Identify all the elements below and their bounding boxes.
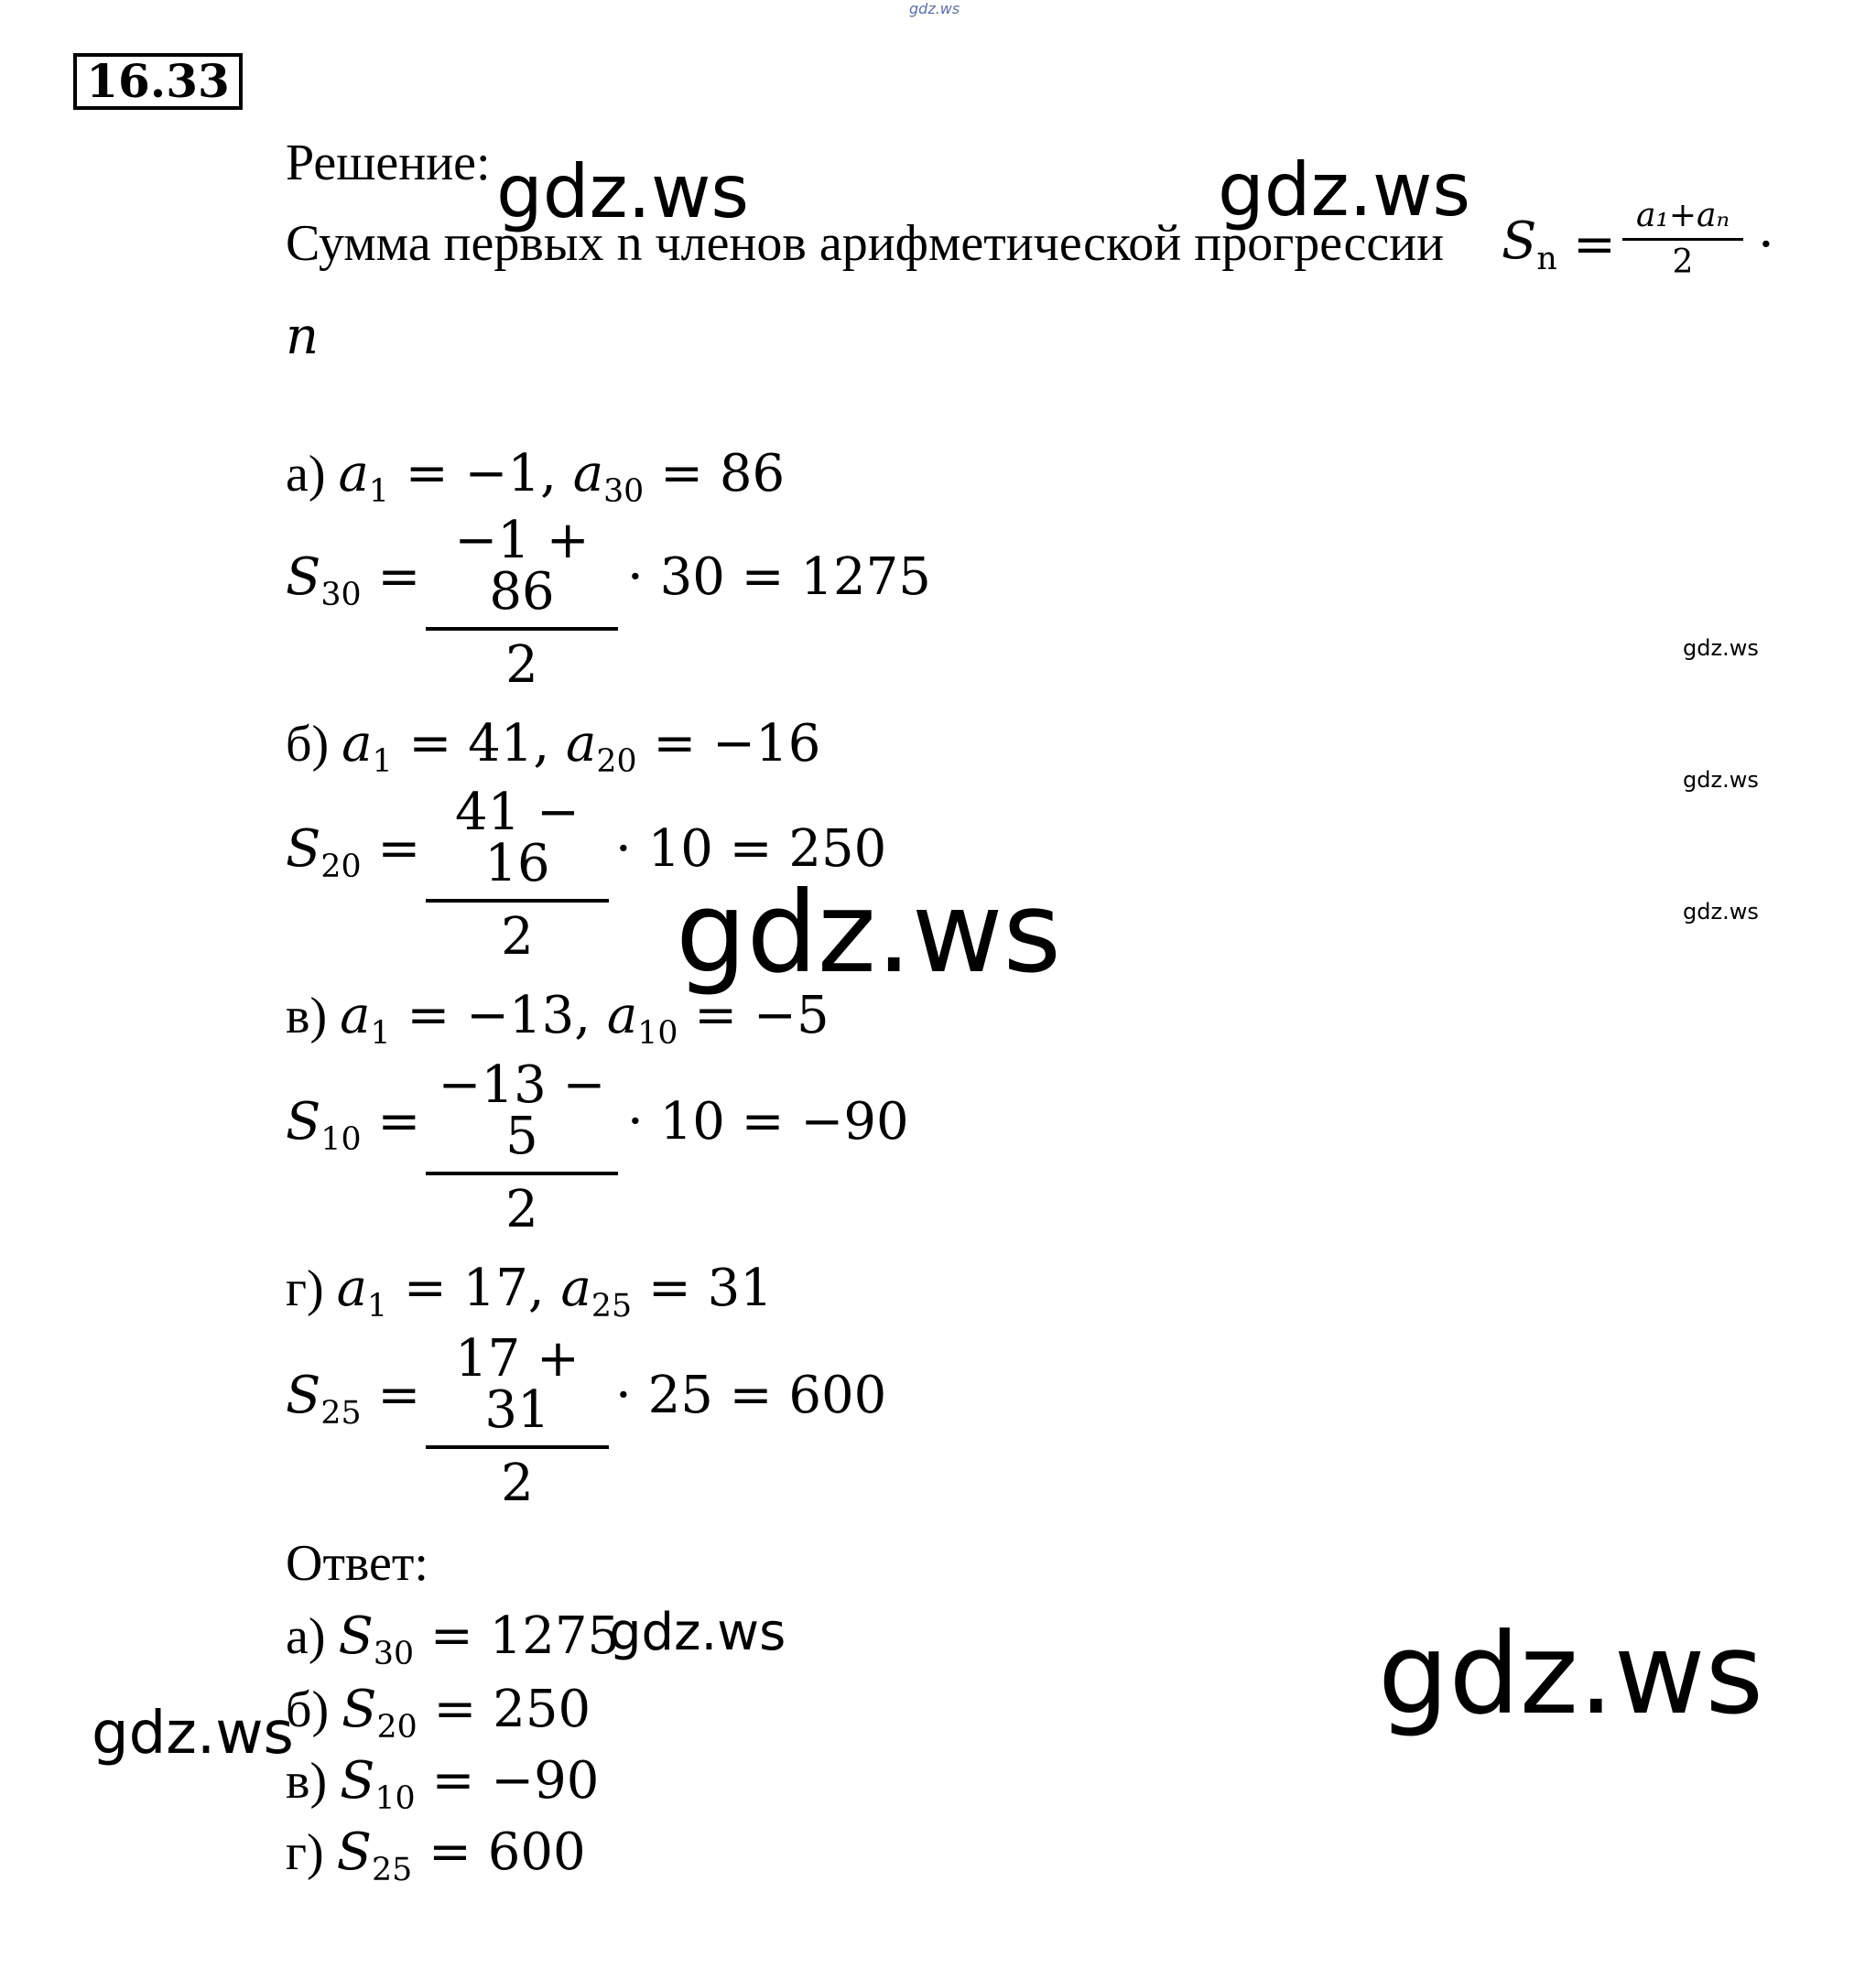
answer-b-value: 250 — [493, 1680, 591, 1739]
part-b-numerator: 41 − 16 — [455, 783, 580, 893]
formula-dot: · — [1758, 215, 1774, 275]
part-b-k: 20 — [596, 743, 637, 781]
part-a-a1: −1 — [464, 444, 541, 503]
part-a-k: 30 — [603, 473, 645, 511]
part-a-numerator: −1 + 86 — [454, 511, 590, 622]
formula-intro-text: Сумма первых n членов арифметической прогрессии — [286, 215, 1445, 272]
formula-mult: n — [286, 307, 320, 366]
answer-c-k: 10 — [374, 1780, 416, 1818]
part-d-label: г) — [286, 1260, 324, 1317]
part-b-sum-sub: 20 — [320, 849, 362, 886]
part-d-a1: 17 — [462, 1259, 528, 1318]
watermark-bottom-right: gdz.ws — [1378, 1609, 1764, 1739]
part-d-denominator: 2 — [501, 1454, 534, 1513]
part-b-denominator: 2 — [501, 907, 534, 967]
formula-equals: = — [1573, 215, 1616, 275]
answer-b-k: 20 — [376, 1709, 417, 1746]
answer-d-label: г) — [286, 1824, 324, 1881]
part-d-sum-lhs: $S_{25}$ = — [286, 1366, 421, 1433]
watermark-small-3: gdz.ws — [1683, 899, 1759, 925]
part-c-label: в) — [286, 988, 328, 1044]
part-c-denominator: 2 — [505, 1180, 538, 1239]
answer-c-value: −90 — [491, 1751, 600, 1811]
part-b-a1: 41 — [468, 714, 534, 773]
part-c-given: в) $a_1 = -13$, $a_{10} = -5$ — [286, 986, 830, 1053]
part-b-fraction — [426, 783, 609, 967]
formula-lhs — [1502, 211, 1557, 278]
formula-denominator: 2 — [1672, 243, 1694, 281]
part-b-label: б) — [286, 716, 330, 773]
part-c-k: 10 — [637, 1015, 678, 1053]
answer-a: а) $S_{30} = 1275$ — [286, 1606, 621, 1673]
answer-d: г) $S_{25} = 600$ — [286, 1822, 586, 1889]
watermark-small-2: gdz.ws — [1683, 767, 1759, 793]
part-a-ak: 86 — [719, 444, 786, 503]
part-a-sum-rhs: · 30 = 1275 — [627, 547, 931, 607]
part-c-fraction — [426, 1055, 618, 1239]
part-c-a1: −13 — [466, 986, 575, 1045]
answer-label: Ответ: — [286, 1535, 428, 1592]
part-a-given: а) $a_1 = -1$, $a_{30} = 86$ — [286, 444, 786, 511]
watermark-top-right: gdz.ws — [1218, 147, 1471, 232]
part-b-mult: 10 — [647, 819, 713, 879]
part-d-ak: 31 — [707, 1259, 773, 1318]
part-c-result: −90 — [800, 1092, 909, 1152]
watermark-answer-inline: gdz.ws — [609, 1603, 786, 1662]
part-d-sum-rhs: · 25 = 600 — [615, 1366, 887, 1425]
answer-c-label: в) — [286, 1753, 328, 1810]
part-d-mult: 25 — [647, 1366, 713, 1425]
part-a-result: 1275 — [800, 547, 931, 607]
part-d-given: г) $a_1 = 17$, $a_{25} = 31$ — [286, 1259, 773, 1325]
part-b-sum-rhs: · 10 = 250 — [615, 819, 887, 879]
part-c-numerator: −13 − 5 — [438, 1055, 606, 1166]
part-c-ak: −5 — [754, 986, 830, 1045]
part-a-mult: 30 — [659, 547, 725, 607]
formula-fraction — [1622, 197, 1743, 281]
watermark-tiny: gdz.ws — [909, 0, 960, 17]
watermark-top-left: gdz.ws — [496, 149, 750, 234]
part-a-sum-sub: 30 — [320, 577, 362, 614]
watermark-center: gdz.ws — [676, 868, 1062, 998]
part-a-denominator: 2 — [505, 635, 538, 695]
answer-d-k: 25 — [372, 1852, 413, 1889]
problem-number: 16.33 — [73, 53, 243, 110]
part-b-sum-lhs: $S_{20}$ = — [286, 819, 421, 886]
part-b-result: 250 — [788, 819, 887, 879]
part-a-fraction — [426, 511, 618, 695]
part-a-label: а) — [286, 446, 326, 503]
answer-c: в) $S_{10} = -90$ — [286, 1751, 600, 1818]
watermark-small-1: gdz.ws — [1683, 635, 1759, 661]
part-b-ak: −16 — [712, 714, 821, 773]
part-d-fraction — [426, 1329, 609, 1513]
part-c-sum-sub: 10 — [320, 1121, 362, 1159]
answer-a-label: а) — [286, 1608, 326, 1665]
answer-d-value: 600 — [487, 1822, 586, 1882]
watermark-bottom-left: gdz.ws — [92, 1700, 294, 1768]
answer-b-label: б) — [286, 1681, 330, 1738]
part-a-sum-lhs: $S_{30}$ = — [286, 547, 421, 614]
part-d-result: 600 — [788, 1366, 887, 1425]
part-d-sum-sub: 25 — [320, 1395, 362, 1433]
answer-a-value: 1275 — [489, 1606, 621, 1666]
formula-numerator: a₁+aₙ — [1635, 197, 1730, 234]
answer-b: б) $S_{20} = 250$ — [286, 1680, 591, 1746]
formula-s: S — [1502, 211, 1537, 271]
answer-a-k: 30 — [373, 1636, 415, 1673]
part-d-numerator: 17 + 31 — [455, 1329, 580, 1440]
part-d-k: 25 — [591, 1288, 633, 1325]
part-c-sum-rhs: · 10 = −90 — [627, 1092, 909, 1152]
solution-label: Решение: — [286, 135, 491, 191]
part-c-mult: 10 — [659, 1092, 725, 1152]
part-c-sum-lhs: $S_{10}$ = — [286, 1092, 421, 1159]
formula-s-sub: n — [1536, 241, 1557, 278]
part-b-given: б) $a_1 = 41$, $a_{20} = -16$ — [286, 714, 821, 781]
